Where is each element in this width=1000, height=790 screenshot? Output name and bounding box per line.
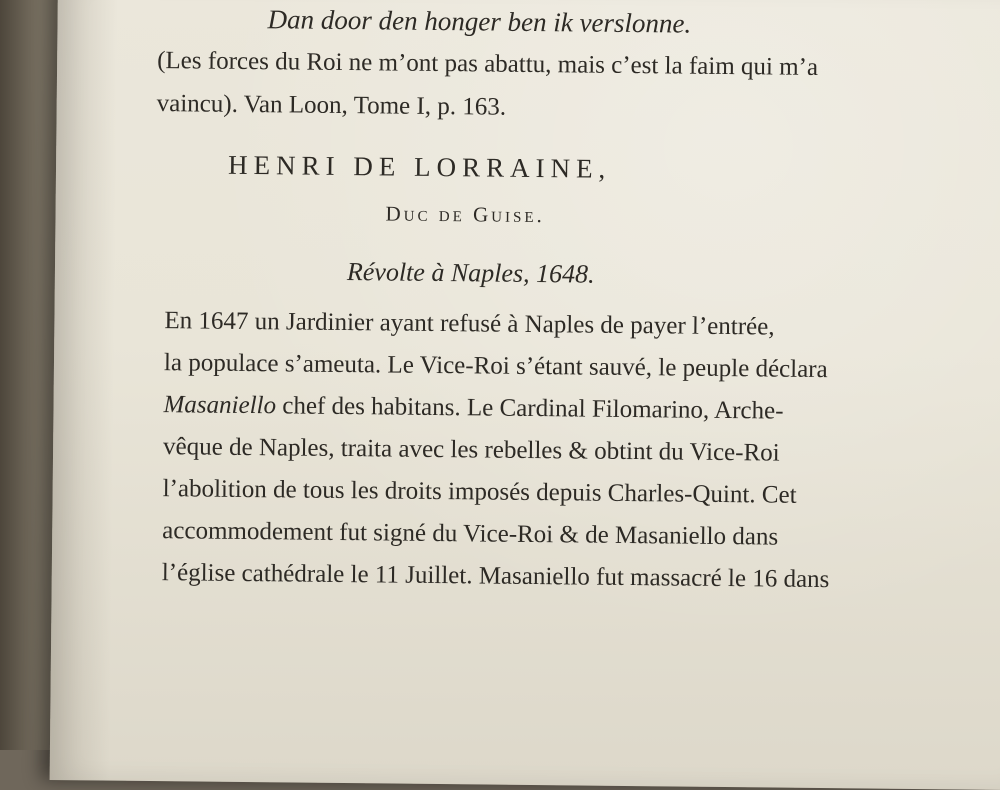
body-line-5: l’abolition de tous les droits imposés depuis Charles-Quint. Cet — [162, 475, 797, 509]
book-page — [50, 0, 1000, 790]
body-line-2: la populace s’ameuta. Le Vice-Roi s’étant sauvé, le peuple déclara — [163, 349, 828, 384]
preceding-dutch-line: Dan door den honger ben ik verslonne. — [267, 4, 692, 39]
body-line-3 — [163, 391, 783, 425]
section-subheading: Duc de Guise. — [385, 201, 545, 228]
section-heading: HENRI DE LORRAINE, — [227, 149, 612, 184]
body-line-6: accommodement fut signé du Vice-Roi & de Masaniello dans — [162, 517, 779, 551]
body-line-7: l’église cathédrale le 11 Juillet. Masaniello fut massacré le 16 dans — [161, 559, 830, 594]
masaniello-name: Masaniello — [163, 391, 277, 420]
body-line-3-rest: chef des habitans. Le Cardinal Filomarino, Arche- — [275, 392, 784, 425]
translation-line-2: vaincu). Van Loon, Tome I, p. 163. — [156, 90, 507, 121]
section-subtitle: Révolte à Naples, 1648. — [346, 257, 595, 289]
body-line-1: En 1647 un Jardinier ayant refusé à Naples de payer l’entrée, — [164, 307, 775, 341]
body-line-4: vêque de Naples, traita avec les rebelles & obtint du Vice-Roi — [162, 433, 780, 467]
translation-line-1: (Les forces du Roi ne m’ont pas abattu, mais c’est la faim qui m’a — [157, 47, 819, 81]
